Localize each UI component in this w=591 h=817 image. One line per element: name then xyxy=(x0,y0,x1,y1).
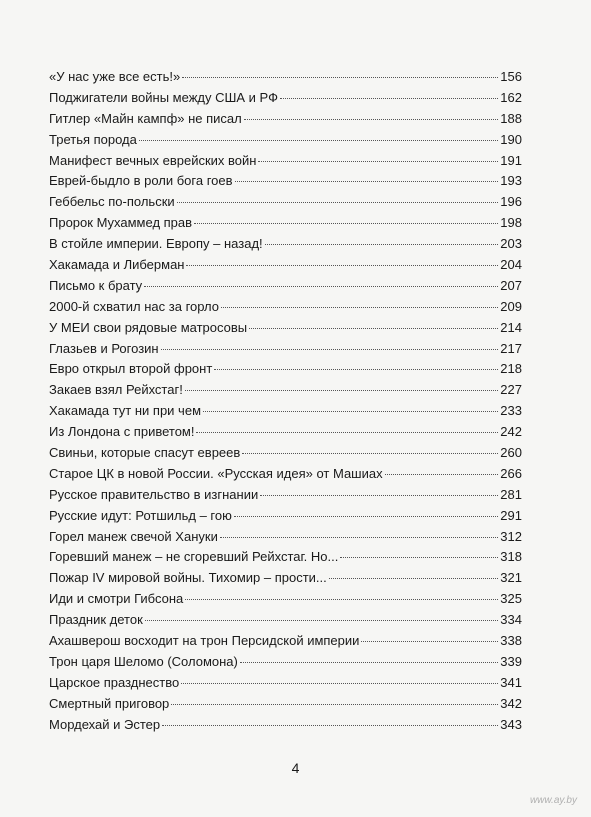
toc-entry-page: 325 xyxy=(500,591,522,607)
toc-entry xyxy=(49,255,522,276)
toc-entry-title: Глазьев и Рогозин xyxy=(49,340,159,356)
toc-entry-title: Горевший манеж – не сгоревший Рейхстаг. Но... xyxy=(49,549,339,565)
toc-entry-page: 188 xyxy=(500,110,522,126)
toc-entry-page: 343 xyxy=(500,716,522,732)
dot-leader xyxy=(235,181,499,182)
toc-entry-title: Третья порода xyxy=(49,131,137,147)
toc-entry xyxy=(49,297,522,318)
dot-leader xyxy=(203,411,498,412)
toc-entry-page: 260 xyxy=(500,445,522,461)
toc-entry xyxy=(49,401,522,422)
toc-entry xyxy=(49,276,522,297)
toc-entry xyxy=(49,339,522,360)
toc-entry xyxy=(49,88,522,109)
dot-leader xyxy=(177,202,499,203)
toc-entry-title: У МЕИ свои рядовые матросовы xyxy=(49,319,248,335)
toc-entry-title: Письмо к брату xyxy=(49,277,143,293)
dot-leader xyxy=(265,244,499,245)
toc-entry xyxy=(49,547,522,568)
dot-leader xyxy=(258,161,498,162)
dot-leader xyxy=(244,119,499,120)
toc-entry-title: Хакамада тут ни при чем xyxy=(49,403,202,419)
toc-entry-title: Свиньи, которые спасут евреев xyxy=(49,445,241,461)
dot-leader xyxy=(340,557,498,558)
watermark: www.ay.by xyxy=(529,795,577,806)
toc-entry xyxy=(49,589,522,610)
toc-entry-page: 207 xyxy=(500,277,522,293)
toc-entry-page: 312 xyxy=(500,528,522,544)
dot-leader xyxy=(214,369,498,370)
toc-entry xyxy=(49,464,522,485)
toc-entry-title: 2000-й схватил нас за горло xyxy=(49,298,219,314)
page-number: 4 xyxy=(291,760,300,776)
toc-entry xyxy=(49,506,522,527)
toc-entry-title: Гитлер «Майн кампф» не писал xyxy=(49,110,242,126)
dot-leader xyxy=(144,286,498,287)
toc-entry xyxy=(49,715,522,736)
toc-entry-page: 291 xyxy=(500,507,522,523)
toc-entry xyxy=(49,192,522,213)
toc-entry-page: 214 xyxy=(500,319,522,335)
toc-entry-title: Мордехай и Эстер xyxy=(49,716,161,732)
toc-entry-page: 266 xyxy=(500,465,522,481)
dot-leader xyxy=(185,599,498,600)
dot-leader xyxy=(361,641,498,642)
toc-entry-page: 339 xyxy=(500,653,522,669)
toc-entry-page: 191 xyxy=(500,152,522,168)
toc-entry-page: 218 xyxy=(500,361,522,377)
toc-entry-title: Праздник деток xyxy=(49,612,143,628)
dot-leader xyxy=(196,432,498,433)
toc-entry xyxy=(49,527,522,548)
toc-entry-page: 190 xyxy=(500,131,522,147)
toc-entry-title: Поджигатели войны между США и РФ xyxy=(49,89,278,105)
dot-leader xyxy=(185,390,498,391)
dot-leader xyxy=(220,537,498,538)
toc-entry-title: Еврей-быдло в роли бога гоев xyxy=(49,173,233,189)
dot-leader xyxy=(329,578,499,579)
dot-leader xyxy=(181,683,498,684)
toc-entry-page: 242 xyxy=(500,424,522,440)
toc-entry xyxy=(49,422,522,443)
dot-leader xyxy=(186,265,498,266)
toc-entry-title: Из Лондона с приветом! xyxy=(49,424,195,440)
toc-entry-title: Пророк Мухаммед прав xyxy=(49,215,193,231)
dot-leader xyxy=(234,516,498,517)
dot-leader xyxy=(182,77,498,78)
dot-leader xyxy=(385,474,499,475)
toc-entry xyxy=(49,318,522,339)
toc-entry xyxy=(49,485,522,506)
toc-entry-title: Смертный приговор xyxy=(49,695,170,711)
toc-entry xyxy=(49,151,522,172)
toc-entry-title: Старое ЦК в новой России. «Русская идея» от Машиах xyxy=(49,465,383,481)
toc-entry-title: Геббельс по-польски xyxy=(49,194,175,210)
toc-entry xyxy=(49,359,522,380)
toc-entry-page: 227 xyxy=(500,382,522,398)
toc-entry xyxy=(49,443,522,464)
toc-entry-title: Евро открыл второй фронт xyxy=(49,361,213,377)
dot-leader xyxy=(280,98,498,99)
toc-entry-title: В стойле империи. Европу – назад! xyxy=(49,236,263,252)
toc-entry-page: 203 xyxy=(500,236,522,252)
dot-leader xyxy=(161,349,499,350)
toc-entry-page: 341 xyxy=(500,674,522,690)
toc-entry-page: 156 xyxy=(500,69,522,84)
toc-entry-page: 338 xyxy=(500,633,522,649)
toc-entry-title: Закаев взял Рейхстаг! xyxy=(49,382,183,398)
toc-entry xyxy=(49,67,522,88)
toc-entry xyxy=(49,109,522,130)
toc-entry-title: «У нас уже все есть!» xyxy=(49,69,181,84)
dot-leader xyxy=(221,307,498,308)
toc-entry-title: Русские идут: Ротшильд – гою xyxy=(49,507,232,523)
toc-entry xyxy=(49,171,522,192)
toc-entry-title: Хакамада и Либерман xyxy=(49,257,185,273)
toc-entry-title: Иди и смотри Гибсона xyxy=(49,591,184,607)
toc-entry-page: 233 xyxy=(500,403,522,419)
toc-entry-page: 342 xyxy=(500,695,522,711)
toc-entry-page: 162 xyxy=(500,89,522,105)
dot-leader xyxy=(240,662,498,663)
toc-entry xyxy=(49,673,522,694)
toc-entry xyxy=(49,652,522,673)
toc-entry-page: 193 xyxy=(500,173,522,189)
toc-entry-page: 209 xyxy=(500,298,522,314)
dot-leader xyxy=(145,620,499,621)
toc-entry-title: Трон царя Шеломо (Соломона) xyxy=(49,653,238,669)
dot-leader xyxy=(162,725,498,726)
toc-entry xyxy=(49,610,522,631)
toc-entry-page: 196 xyxy=(500,194,522,210)
toc-entry-title: Ахашверош восходит на трон Персидской империи xyxy=(49,633,360,649)
dot-leader xyxy=(242,453,498,454)
toc-entry-title: Русское правительство в изгнании xyxy=(49,486,259,502)
toc-entry xyxy=(49,380,522,401)
dot-leader xyxy=(194,223,498,224)
dot-leader xyxy=(249,328,498,329)
dot-leader xyxy=(260,495,498,496)
toc-entry-page: 217 xyxy=(500,340,522,356)
toc-entry-page: 321 xyxy=(500,570,522,586)
toc-entry-page: 204 xyxy=(500,257,522,273)
toc-entry xyxy=(49,568,522,589)
toc-entry-page: 334 xyxy=(500,612,522,628)
dot-leader xyxy=(139,140,498,141)
table-of-contents xyxy=(49,67,522,736)
toc-entry-page: 281 xyxy=(500,486,522,502)
toc-entry xyxy=(49,631,522,652)
toc-entry-title: Пожар IV мировой войны. Тихомир – прости... xyxy=(49,570,327,586)
toc-entry xyxy=(49,234,522,255)
toc-entry-title: Царское празднество xyxy=(49,674,180,690)
toc-entry-page: 198 xyxy=(500,215,522,231)
toc-entry xyxy=(49,694,522,715)
toc-entry xyxy=(49,213,522,234)
toc-entry-title: Горел манеж свечой Хануки xyxy=(49,528,218,544)
toc-entry xyxy=(49,130,522,151)
toc-entry-page: 318 xyxy=(500,549,522,565)
toc-entry-title: Манифест вечных еврейских войн xyxy=(49,152,257,168)
dot-leader xyxy=(171,704,498,705)
